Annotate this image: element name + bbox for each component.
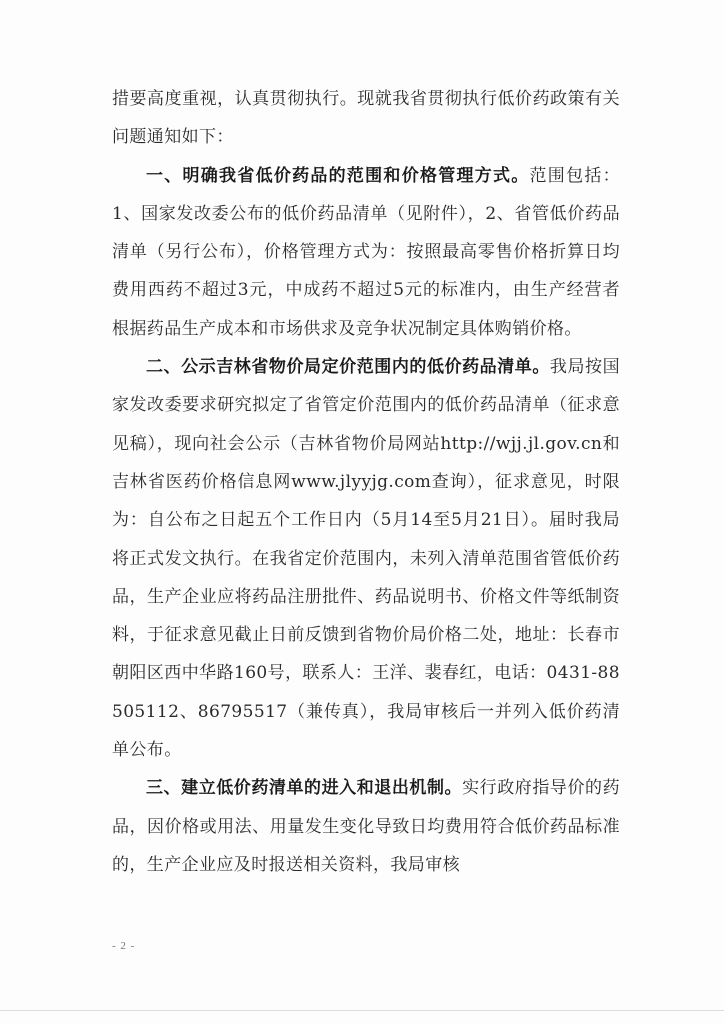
section-3-heading: 三、建立低价药清单的进入和退出机制。 — [146, 778, 463, 799]
paragraph-intro-text: 措要高度重视，认真贯彻执行。现就我省贯彻执行低价药政策有关问题通知如下： — [112, 89, 620, 148]
page-number: - 2 - — [112, 940, 136, 952]
paragraph-section-2 — [112, 348, 620, 769]
section-3-text: 实行政府指导价的药品，因价格或用法、用量发生变化导致日均费用符合低价药品标准的，生产企业应及时报送相关资料，我局审核 — [112, 778, 620, 875]
section-2-text: 我局按国家发改委要求研究拟定了省管定价范围内的低价药品清单（征求意见稿），现向社会公示（吉林省物价局网站http://wjj.jl.gov.cn和吉林省医药价格信息网www.jlyyjg.com查询），征求意见，时限为：自公布之日起五个工作日内（5月14至5月21日）。届时我局将正式发文执行。在我省定价范围内，未列入清单范围省管低价药品，生产企业应将药品注册批件、药品说明书、价格文件等纸制资料，于征求意见截止日前反馈到省物价局价格二处，地址：长春市朝阳区西中华路160号，联系人：王洋、裴春红，电话：0431-88505112、86795517（兼传真），我局审核后一并列入低价药清单公布。 — [112, 357, 620, 761]
scan-edge-divider — [0, 1010, 724, 1011]
paragraph-section-3 — [112, 769, 620, 884]
document-body — [112, 80, 620, 884]
section-2-heading: 二、公示吉林省物价局定价范围内的低价药品清单。 — [146, 357, 550, 378]
section-1-heading: 一、明确我省低价药品的范围和价格管理方式。 — [146, 165, 530, 186]
paragraph-intro — [112, 80, 620, 157]
section-1-text: 范围包括：1、国家发改委公布的低价药品清单（见附件），2、省管低价药品清单（另行公布），价格管理方式为：按照最高零售价格折算日均费用西药不超过3元，中成药不超过5元的标准内，由生产经营者根据药品生产成本和市场供求及竞争状况制定具体购销价格。 — [112, 165, 621, 339]
paragraph-section-1 — [112, 157, 620, 348]
